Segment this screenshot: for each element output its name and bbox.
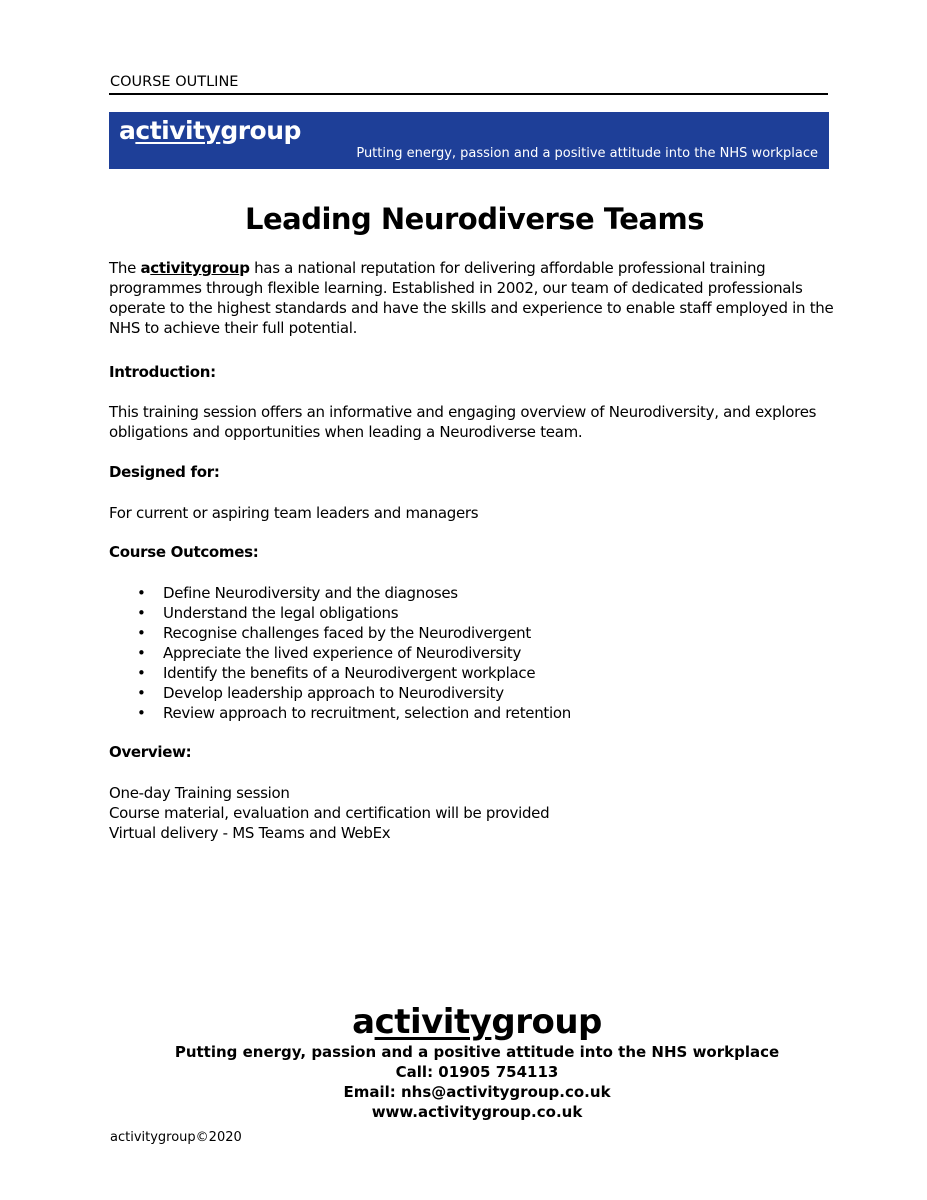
bullet-icon: • (137, 664, 146, 682)
footer-contact-block (109, 1002, 845, 1122)
outcomes-list (109, 583, 834, 723)
outcome-item (109, 583, 834, 603)
outcomes-list-container (109, 583, 834, 723)
intro-brand (140, 259, 249, 277)
outcome-text: Recognise challenges faced by the Neurodivergent (163, 624, 531, 642)
footer-logo (109, 1002, 845, 1042)
overview-line: Course material, evaluation and certification will be provided (109, 804, 550, 822)
outcomes-heading: Course Outcomes: (109, 543, 259, 561)
designed-for-heading: Designed for: (109, 463, 220, 481)
outcome-item (109, 703, 834, 723)
footer-logo-underlined: ctivity (374, 1002, 492, 1042)
bullet-icon: • (137, 644, 146, 662)
outcome-item (109, 623, 834, 643)
intro-paragraph (109, 258, 834, 338)
intro-brand-underlined: ctivitygrou (150, 259, 240, 277)
outcome-text: Review approach to recruitment, selection and retention (163, 704, 571, 722)
document-type-label: COURSE OUTLINE (110, 74, 239, 90)
footer-phone: Call: 01905 754113 (395, 1063, 559, 1081)
brand-banner (109, 112, 829, 169)
bullet-icon: • (137, 604, 146, 622)
footer-email: Email: nhs@activitygroup.co.uk (343, 1083, 611, 1101)
introduction-heading: Introduction: (109, 363, 216, 381)
header-divider (109, 93, 828, 95)
outcome-text: Identify the benefits of a Neurodivergent workplace (163, 664, 536, 682)
banner-logo-suffix: group (220, 116, 301, 145)
introduction-text: This training session offers an informative and engaging overview of Neurodiversity, and explores obligations and opportunities when leading a Neurodiverse team. (109, 403, 817, 441)
bullet-icon: • (137, 624, 146, 642)
page-title: Leading Neurodiverse Teams (245, 202, 704, 236)
footer-website: www.activitygroup.co.uk (371, 1103, 583, 1121)
outcome-item (109, 603, 834, 623)
intro-brand-prefix: a (140, 259, 151, 277)
footer-tagline: Putting energy, passion and a positive attitude into the NHS workplace (174, 1043, 780, 1061)
copyright-notice: activitygroup©2020 (110, 1130, 242, 1145)
intro-text: has a national reputation for delivering affordable professional training programmes through flexible learning. Established in 2002, our team of dedicated professionals operate to the highest standards and have the skills and experience to enable staff employed in the NHS to achieve their full potential. (109, 259, 834, 337)
outcome-text: Understand the legal obligations (163, 604, 399, 622)
overview-line: Virtual delivery - MS Teams and WebEx (109, 824, 391, 842)
outcome-item (109, 643, 834, 663)
banner-logo-underlined: ctivity (135, 116, 221, 145)
outcome-item (109, 663, 834, 683)
outcome-text: Develop leadership approach to Neurodiversity (163, 684, 504, 702)
bullet-icon: • (137, 584, 146, 602)
banner-tagline: Putting energy, passion and a positive attitude into the NHS workplace (356, 146, 818, 161)
intro-lead: The (109, 259, 141, 277)
banner-logo (119, 116, 301, 145)
bullet-icon: • (137, 684, 146, 702)
footer-logo-prefix: a (352, 1002, 375, 1042)
overview-line: One-day Training session (109, 784, 290, 802)
bullet-icon: • (137, 704, 146, 722)
outcome-text: Appreciate the lived experience of Neurodiversity (163, 644, 522, 662)
overview-heading: Overview: (109, 743, 192, 761)
banner-logo-prefix: a (119, 116, 136, 145)
designed-for-text: For current or aspiring team leaders and managers (109, 504, 479, 522)
outcome-item (109, 683, 834, 703)
outcome-text: Define Neurodiversity and the diagnoses (163, 584, 458, 602)
overview-lines (109, 783, 834, 843)
footer-logo-suffix: group (491, 1002, 602, 1042)
intro-brand-suffix: p (239, 259, 250, 277)
